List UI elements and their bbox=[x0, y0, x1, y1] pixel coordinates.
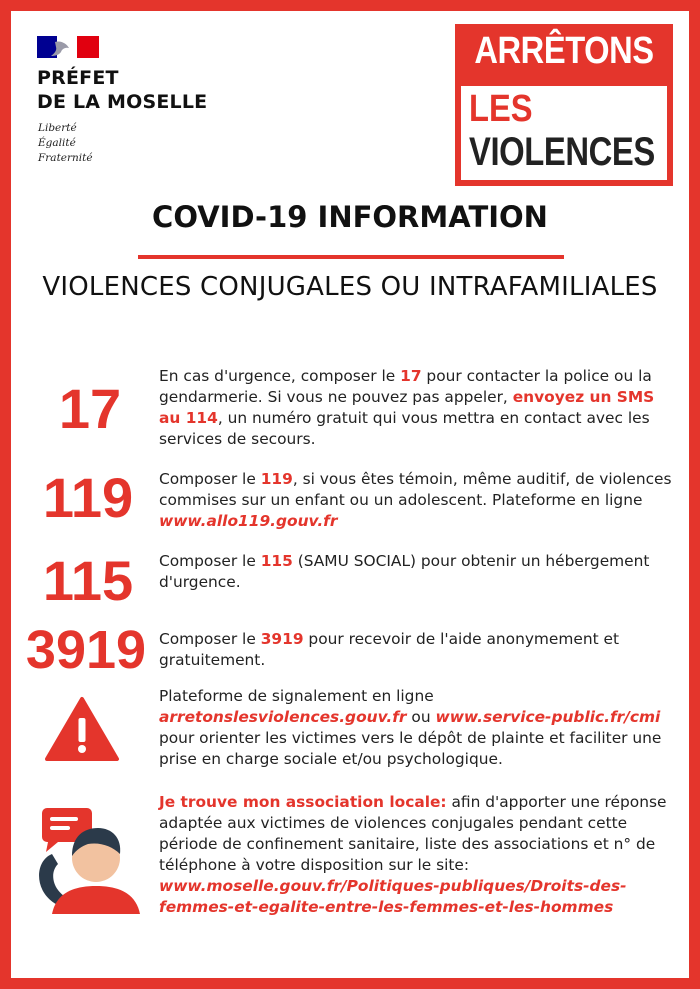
marianne-flag-icon bbox=[37, 36, 99, 58]
highlight-text: 3919 bbox=[260, 630, 304, 648]
body-text: pour contacter la police ou la gendarmerie. Si vous ne pouvez pas appeler, bbox=[159, 367, 652, 406]
item-text-reporting-platform bbox=[159, 686, 679, 770]
logo-line-3: VIOLENCES bbox=[469, 130, 655, 174]
item-text-3919 bbox=[159, 629, 679, 671]
item-text-115 bbox=[159, 551, 679, 593]
body-text: , un numéro gratuit qui vous mettra en contact avec les services de secours. bbox=[159, 409, 650, 448]
prefecture-name bbox=[37, 66, 207, 114]
motto-egalite: Égalité bbox=[38, 137, 76, 149]
number-3919: 3919 bbox=[25, 620, 147, 680]
warning-icon bbox=[44, 696, 120, 762]
highlight-text: Je trouve mon association locale: bbox=[159, 793, 447, 811]
highlight-text: 119 bbox=[260, 470, 293, 488]
inline-link[interactable]: www.service-public.fr/cmi bbox=[435, 708, 661, 726]
highlight-text: envoyez un SMS au 114 bbox=[159, 388, 655, 427]
prefecture-line-2: DE LA MOSELLE bbox=[37, 91, 208, 113]
body-text: pour orienter les victimes vers le dépôt de plainte et faciliter une prise en charge sociale et/ou psychologique. bbox=[159, 729, 662, 768]
body-text: , si vous êtes témoin, même auditif, de violences commises sur un enfant ou un adolescent. Plateforme en ligne bbox=[159, 470, 672, 509]
body-text: Composer le bbox=[159, 552, 261, 570]
body-text: Plateforme de signalement en ligne bbox=[159, 687, 434, 705]
logo-line-2: LES bbox=[469, 88, 533, 130]
number-17: 17 bbox=[58, 377, 122, 440]
item-text-17 bbox=[159, 366, 679, 450]
inline-link[interactable]: www.allo119.gouv.fr bbox=[159, 512, 338, 530]
highlight-text: 17 bbox=[400, 367, 422, 385]
arretons-les-violences-logo bbox=[455, 24, 673, 186]
item-text-119 bbox=[159, 469, 679, 532]
prefecture-line-1: PRÉFET bbox=[37, 67, 119, 89]
number-115: 115 bbox=[42, 549, 134, 612]
motto-liberte: Liberté bbox=[38, 122, 77, 134]
republic-motto bbox=[38, 121, 93, 166]
body-text: Composer le bbox=[159, 470, 261, 488]
body-text: Composer le bbox=[159, 630, 261, 648]
call-center-icon bbox=[24, 802, 140, 914]
body-text: pour recevoir de l'aide anonymement et gratuitement. bbox=[159, 630, 620, 669]
item-text-local-association bbox=[159, 792, 679, 918]
body-text: ou bbox=[406, 708, 436, 726]
motto-fraternite: Fraternité bbox=[38, 152, 93, 164]
body-text: (SAMU SOCIAL) pour obtenir un hébergement d'urgence. bbox=[159, 552, 650, 591]
inline-link[interactable]: arretonslesviolences.gouv.fr bbox=[159, 708, 407, 726]
page-title: COVID-19 INFORMATION bbox=[152, 200, 548, 234]
body-text: En cas d'urgence, composer le bbox=[159, 367, 401, 385]
logo-line-1: ARRÊTONS bbox=[474, 30, 654, 72]
body-text: afin d'apporter une réponse adaptée aux victimes de violences conjugales pendant cette période de confinement sanitaire, liste des associations et n° de téléphone à votre disposition sur le site: bbox=[159, 793, 667, 874]
title-divider bbox=[138, 255, 564, 259]
page-subtitle: VIOLENCES CONJUGALES OU INTRAFAMILIALES bbox=[42, 272, 658, 302]
highlight-text: 115 bbox=[260, 552, 293, 570]
number-119: 119 bbox=[42, 466, 134, 529]
inline-link[interactable]: www.moselle.gouv.fr/Politiques-publiques/Droits-des-femmes-et-egalite-entre-les-femmes-et-les-hommes bbox=[159, 877, 627, 916]
